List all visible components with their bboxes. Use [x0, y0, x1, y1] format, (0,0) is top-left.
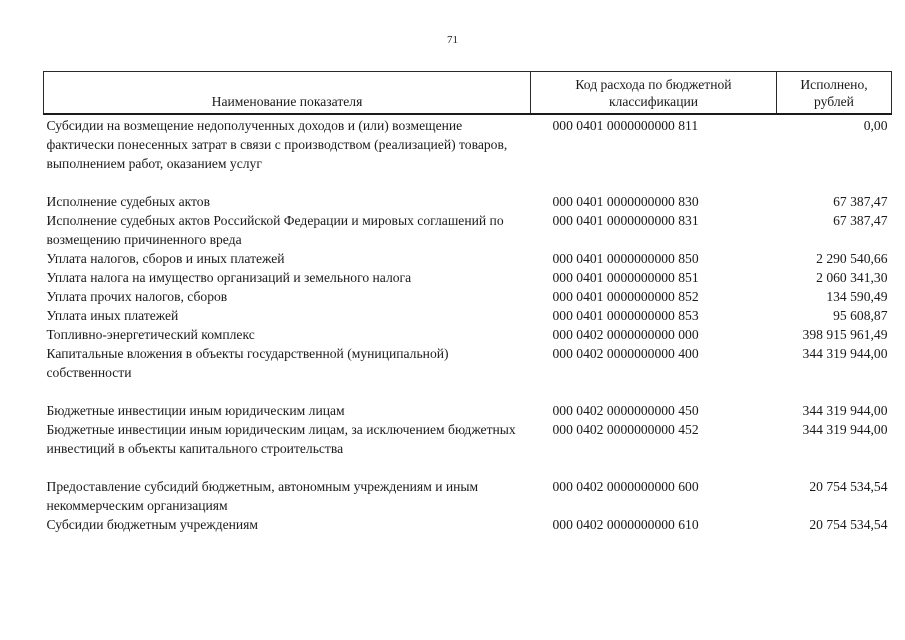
table-row — [44, 420, 892, 477]
table-row — [44, 344, 892, 401]
table-header — [44, 72, 892, 115]
table-row — [44, 287, 892, 306]
row-name: Исполнение судебных актов Российской Федерации и мировых соглашений по возмещению причиненного вреда — [46, 213, 504, 247]
row-name: Уплата иных платежей — [46, 308, 179, 323]
row-amount: 67 387,47 — [833, 213, 888, 228]
row-name: Капитальные вложения в объекты государственной (муниципальной) собственности — [46, 346, 449, 380]
row-name: Топливно-энергетический комплекс — [46, 327, 255, 342]
row-amount: 67 387,47 — [833, 194, 888, 209]
row-code: 000 0402 0000000000 000 — [552, 327, 699, 342]
row-code: 000 0401 0000000000 851 — [552, 270, 699, 285]
row-amount: 20 754 534,54 — [809, 479, 888, 494]
row-code: 000 0402 0000000000 452 — [552, 422, 699, 437]
column-header-code: Код расхода по бюджетной классификации — [531, 72, 777, 115]
column-header-name: Наименование показателя — [44, 72, 531, 115]
table-body — [44, 114, 892, 534]
row-name: Предоставление субсидий бюджетным, автономным учреждениям и иным некоммерческим организациям — [46, 479, 479, 513]
table-row — [44, 401, 892, 420]
table-row — [44, 249, 892, 268]
row-code: 000 0402 0000000000 450 — [552, 403, 699, 418]
row-amount: 134 590,49 — [826, 289, 888, 304]
row-code: 000 0402 0000000000 610 — [552, 517, 699, 532]
row-name: Уплата прочих налогов, сборов — [46, 289, 228, 304]
table-row — [44, 477, 892, 515]
row-name: Бюджетные инвестиции иным юридическим лицам, за исключением бюджетных инвестиций в объекты капитального строительства — [46, 422, 516, 456]
row-amount: 344 319 944,00 — [802, 346, 888, 361]
row-amount: 2 290 540,66 — [816, 251, 888, 266]
row-code: 000 0401 0000000000 830 — [552, 194, 699, 209]
row-amount: 20 754 534,54 — [809, 517, 888, 532]
table-row — [44, 515, 892, 534]
table-row — [44, 192, 892, 211]
table-row — [44, 211, 892, 249]
column-header-amount: Исполнено, рублей — [777, 72, 892, 115]
table-row — [44, 325, 892, 344]
row-code: 000 0402 0000000000 600 — [552, 479, 699, 494]
row-name: Бюджетные инвестиции иным юридическим лицам — [46, 403, 345, 418]
row-amount: 398 915 961,49 — [802, 327, 888, 342]
row-code: 000 0401 0000000000 853 — [552, 308, 699, 323]
header-row — [44, 72, 892, 115]
table-row — [44, 306, 892, 325]
row-code: 000 0401 0000000000 852 — [552, 289, 699, 304]
row-amount: 0,00 — [863, 118, 888, 133]
table-row — [44, 268, 892, 287]
row-code: 000 0401 0000000000 850 — [552, 251, 699, 266]
row-name: Исполнение судебных актов — [46, 194, 211, 209]
page-number: 71 — [447, 34, 458, 46]
row-amount: 344 319 944,00 — [802, 403, 888, 418]
row-name: Уплата налогов, сборов и иных платежей — [46, 251, 285, 266]
row-amount: 95 608,87 — [833, 308, 888, 323]
row-code: 000 0401 0000000000 831 — [552, 213, 699, 228]
row-amount: 2 060 341,30 — [816, 270, 888, 285]
row-name: Субсидии на возмещение недополученных доходов и (или) возмещение фактически понесенных затрат в связи с производством (реализацией) товаров, выполнением работ, оказанием услуг — [46, 118, 508, 171]
row-amount: 344 319 944,00 — [802, 422, 888, 437]
row-code: 000 0402 0000000000 400 — [552, 346, 699, 361]
row-name: Уплата налога на имущество организаций и земельного налога — [46, 270, 412, 285]
row-name: Субсидии бюджетным учреждениям — [46, 517, 259, 532]
table-row — [44, 114, 892, 192]
row-code: 000 0401 0000000000 811 — [552, 118, 699, 133]
expenditure-table — [43, 71, 892, 534]
